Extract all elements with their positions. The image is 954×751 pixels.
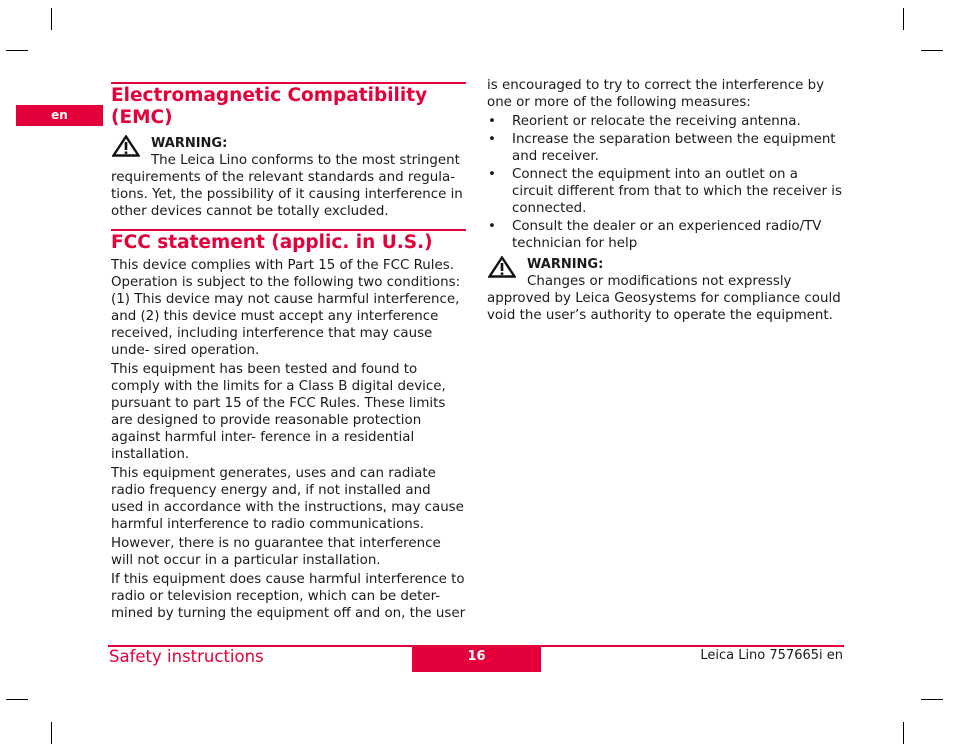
warning-text: requirements of the relevant standards and regula- tions. Yet, the possibility of it causing interference in other devices cannot be totally excluded. — [111, 170, 463, 219]
warning-first-line: The Leica Lino conforms to the most stringent — [151, 153, 460, 168]
bullet-icon: • — [488, 167, 496, 182]
page-number: 16 — [412, 645, 541, 672]
footer-doc-title: Leica Lino 757665i en — [700, 648, 843, 663]
left-column — [111, 82, 466, 624]
warning-triangle-icon — [112, 135, 140, 157]
crop-mark — [6, 50, 28, 51]
measures-list — [487, 113, 842, 252]
fcc-paragraph: If this equipment does cause harmful interference to radio or television reception, which can be deter- mined by turning the equipment off and on, the user — [111, 572, 466, 621]
warning-label: WARNING: — [151, 136, 228, 151]
crop-mark — [921, 50, 943, 51]
section-rule — [111, 82, 466, 84]
section-rule — [111, 229, 466, 231]
crop-mark — [903, 8, 904, 30]
list-item: • Reorient or relocate the receiving antenna. — [488, 114, 801, 129]
fcc-title: FCC statement (applic. in U.S.) — [111, 232, 433, 253]
right-column — [487, 77, 842, 326]
emc-title-line2: (EMC) — [111, 107, 173, 128]
fcc-paragraph: However, there is no guarantee that interference will not occur in a particular installation. — [111, 536, 441, 568]
crop-mark — [903, 722, 904, 744]
emc-title-line1: Electromagnetic Compatibility — [111, 85, 428, 106]
measures-intro: is encouraged to try to correct the interference by one or more of the following measures: — [487, 78, 825, 110]
warning-text: approved by Leica Geosystems for compliance could void the user’s authority to operate the equipment. — [487, 291, 841, 323]
fcc-paragraph: This equipment has been tested and found to comply with the limits for a Class B digital device, pursuant to part 15 of the FCC Rules. These limits are designed to provide reasonable protection against harmful inter- ference in a residential installation. — [111, 362, 446, 462]
emc-title — [111, 85, 466, 129]
fcc-warning — [487, 256, 842, 290]
list-item: • Increase the separation between the equipment and receiver. — [488, 132, 836, 164]
crop-mark — [921, 699, 943, 700]
footer-section-title: Safety instructions — [109, 647, 264, 666]
warning-first-line: Changes or modifications not expressly — [527, 274, 792, 289]
bullet-icon: • — [488, 219, 496, 234]
list-item: • Consult the dealer or an experienced radio/TV technician for help — [488, 219, 822, 251]
crop-mark — [51, 8, 52, 30]
warning-triangle-icon — [488, 256, 516, 278]
language-tab: en — [16, 105, 103, 126]
crop-mark — [6, 699, 28, 700]
emc-warning — [111, 135, 466, 169]
list-item: • Connect the equipment into an outlet on a circuit different from that to which the receiver is connected. — [488, 167, 842, 216]
fcc-paragraph: This device complies with Part 15 of the FCC Rules. Operation is subject to the following two conditions: (1) This device may not cause harmful interference, and (2) this device must accept any interference received, including interference that may cause unde- sired operation. — [111, 258, 461, 358]
fcc-paragraph: This equipment generates, uses and can radiate radio frequency energy and, if not installed and used in accordance with the instructions, may cause harmful interference to radio communications. — [111, 466, 464, 532]
crop-mark — [51, 722, 52, 744]
bullet-icon: • — [488, 114, 496, 129]
warning-label: WARNING: — [527, 257, 604, 272]
bullet-icon: • — [488, 132, 496, 147]
